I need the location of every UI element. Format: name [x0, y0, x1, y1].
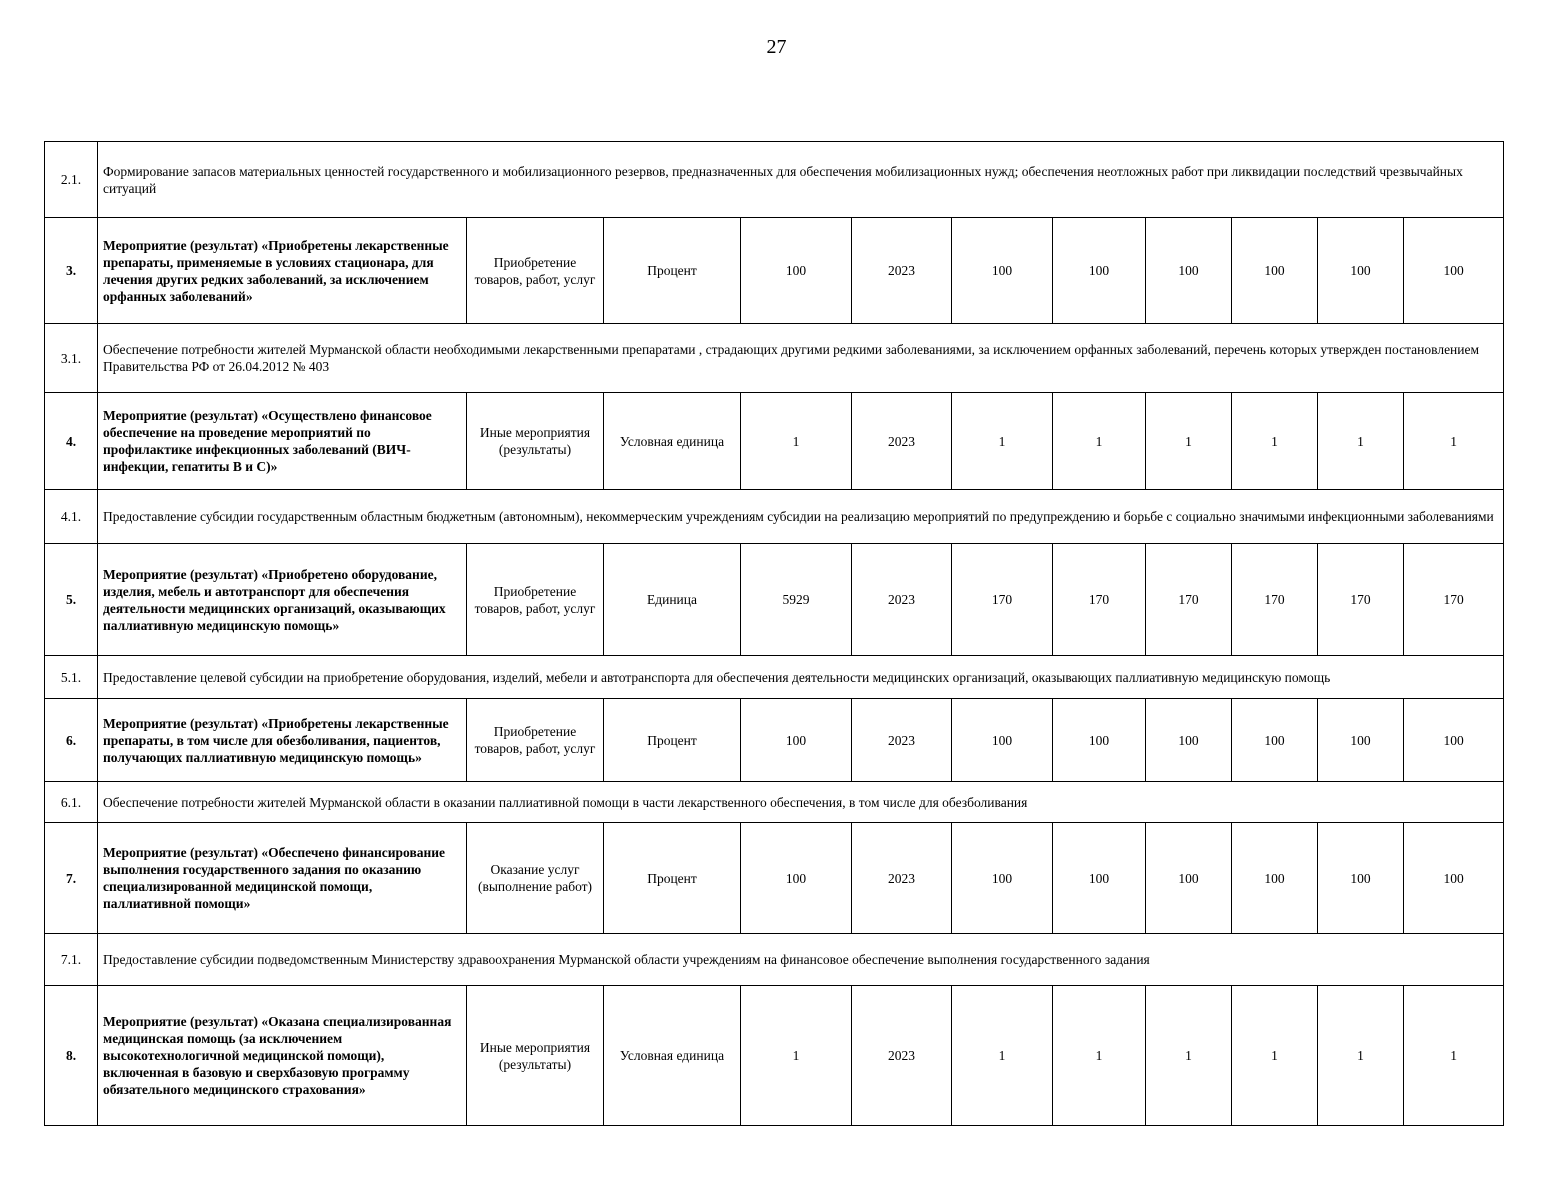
year-value: 100 — [1232, 823, 1318, 934]
year-value: 100 — [1318, 699, 1404, 782]
measure-unit: Условная единица — [604, 393, 741, 490]
table-row — [45, 782, 1504, 823]
base-value: 1 — [741, 393, 852, 490]
row-number: 3.1. — [45, 324, 98, 393]
base-value: 5929 — [741, 544, 852, 656]
row-number: 3. — [45, 218, 98, 324]
year-value: 100 — [1404, 218, 1504, 324]
measure-kind: Приобретение товаров, работ, услуг — [467, 218, 604, 324]
year-value: 100 — [1404, 823, 1504, 934]
base-year: 2023 — [852, 823, 952, 934]
year-value: 170 — [1146, 544, 1232, 656]
measure-unit: Процент — [604, 218, 741, 324]
measure-kind: Приобретение товаров, работ, услуг — [467, 699, 604, 782]
year-value: 170 — [1404, 544, 1504, 656]
results-table — [44, 141, 1504, 1126]
year-value: 170 — [1232, 544, 1318, 656]
row-number: 2.1. — [45, 142, 98, 218]
base-year: 2023 — [852, 544, 952, 656]
row-number: 5.1. — [45, 656, 98, 699]
year-value: 100 — [952, 699, 1053, 782]
task-description: Формирование запасов материальных ценностей государственного и мобилизационного резервов, предназначенных для обеспечения мобилизационных нужд; обеспечения неотложных работ при ликвидации последствий чрезвычайных ситуаций — [98, 142, 1504, 218]
measure-unit: Условная единица — [604, 986, 741, 1126]
year-value: 1 — [1232, 986, 1318, 1126]
table-row — [45, 490, 1504, 544]
row-number: 4. — [45, 393, 98, 490]
year-value: 100 — [952, 218, 1053, 324]
year-value: 100 — [1232, 699, 1318, 782]
table-row — [45, 699, 1504, 782]
year-value: 170 — [952, 544, 1053, 656]
year-value: 100 — [1318, 218, 1404, 324]
base-value: 100 — [741, 823, 852, 934]
table-row — [45, 218, 1504, 324]
year-value: 100 — [1053, 218, 1146, 324]
base-year: 2023 — [852, 393, 952, 490]
base-value: 100 — [741, 218, 852, 324]
year-value: 100 — [1404, 699, 1504, 782]
measure-name: Мероприятие (результат) «Приобретены лекарственные препараты, в том числе для обезболивания, пациентов, получающих паллиативную медицинскую помощь» — [98, 699, 467, 782]
measure-unit: Процент — [604, 823, 741, 934]
row-number: 6. — [45, 699, 98, 782]
measure-unit: Процент — [604, 699, 741, 782]
row-number: 5. — [45, 544, 98, 656]
row-number: 7. — [45, 823, 98, 934]
base-year: 2023 — [852, 218, 952, 324]
table-row — [45, 142, 1504, 218]
table-row — [45, 656, 1504, 699]
task-description: Обеспечение потребности жителей Мурманской области в оказании паллиативной помощи в части лекарственного обеспечения, в том числе для обезболивания — [98, 782, 1504, 823]
measure-name: Мероприятие (результат) «Оказана специализированная медицинская помощь (за исключением высокотехнологичной медицинской помощи), включенная в базовую и сверхбазовую программу обязательного медицинского страхования» — [98, 986, 467, 1126]
table-row — [45, 544, 1504, 656]
year-value: 1 — [1146, 393, 1232, 490]
year-value: 100 — [1146, 699, 1232, 782]
measure-name: Мероприятие (результат) «Осуществлено финансовое обеспечение на проведение мероприятий по профилактике инфекционных заболеваний (ВИЧ-инфекции, гепатиты В и С)» — [98, 393, 467, 490]
measure-kind: Приобретение товаров, работ, услуг — [467, 544, 604, 656]
row-number: 8. — [45, 986, 98, 1126]
row-number: 7.1. — [45, 934, 98, 986]
year-value: 1 — [1053, 986, 1146, 1126]
base-year: 2023 — [852, 986, 952, 1126]
year-value: 1 — [1404, 986, 1504, 1126]
task-description: Предоставление субсидии подведомственным Министерству здравоохранения Мурманской области учреждениям на финансовое обеспечение выполнения государственного задания — [98, 934, 1504, 986]
measure-kind: Иные мероприятия (результаты) — [467, 393, 604, 490]
year-value: 100 — [1232, 218, 1318, 324]
page-number: 27 — [766, 36, 787, 58]
year-value: 100 — [1146, 823, 1232, 934]
year-value: 1 — [1318, 393, 1404, 490]
year-value: 170 — [1053, 544, 1146, 656]
measure-unit: Единица — [604, 544, 741, 656]
measure-kind: Иные мероприятия (результаты) — [467, 986, 604, 1126]
year-value: 1 — [1404, 393, 1504, 490]
row-number: 4.1. — [45, 490, 98, 544]
base-value: 1 — [741, 986, 852, 1126]
task-description: Предоставление целевой субсидии на приобретение оборудования, изделий, мебели и автотранспорта для обеспечения деятельности медицинских организаций, оказывающих паллиативную медицинскую помощь — [98, 656, 1504, 699]
row-number: 6.1. — [45, 782, 98, 823]
year-value: 1 — [1053, 393, 1146, 490]
table-row — [45, 934, 1504, 986]
year-value: 100 — [952, 823, 1053, 934]
year-value: 100 — [1146, 218, 1232, 324]
year-value: 170 — [1318, 544, 1404, 656]
year-value: 100 — [1318, 823, 1404, 934]
base-year: 2023 — [852, 699, 952, 782]
measure-name: Мероприятие (результат) «Обеспечено финансирование выполнения государственного задания по оказанию специализированной медицинской помощи, паллиативной помощи» — [98, 823, 467, 934]
year-value: 1 — [952, 986, 1053, 1126]
measure-name: Мероприятие (результат) «Приобретены лекарственные препараты, применяемые в условиях стационара, для лечения других редких заболеваний, за исключением орфанных заболеваний» — [98, 218, 467, 324]
table-row — [45, 393, 1504, 490]
year-value: 1 — [1232, 393, 1318, 490]
year-value: 1 — [952, 393, 1053, 490]
task-description: Обеспечение потребности жителей Мурманской области необходимыми лекарственными препаратами , страдающих другими редкими заболеваниями, за исключением орфанных заболеваний, перечень которых утвержден постановлением Правительства РФ от 26.04.2012 № 403 — [98, 324, 1504, 393]
year-value: 100 — [1053, 699, 1146, 782]
base-value: 100 — [741, 699, 852, 782]
table-row — [45, 324, 1504, 393]
measure-name: Мероприятие (результат) «Приобретено оборудование, изделия, мебель и автотранспорт для обеспечения деятельности медицинских организаций, оказывающих паллиативную медицинскую помощь» — [98, 544, 467, 656]
table-row — [45, 986, 1504, 1126]
year-value: 1 — [1318, 986, 1404, 1126]
year-value: 100 — [1053, 823, 1146, 934]
table-row — [45, 823, 1504, 934]
measure-kind: Оказание услуг (выполнение работ) — [467, 823, 604, 934]
task-description: Предоставление субсидии государственным областным бюджетным (автономным), некоммерческим учреждениям субсидии на реализацию мероприятий по предупреждению и борьбе с социально значимыми инфекционными заболеваниями — [98, 490, 1504, 544]
year-value: 1 — [1146, 986, 1232, 1126]
